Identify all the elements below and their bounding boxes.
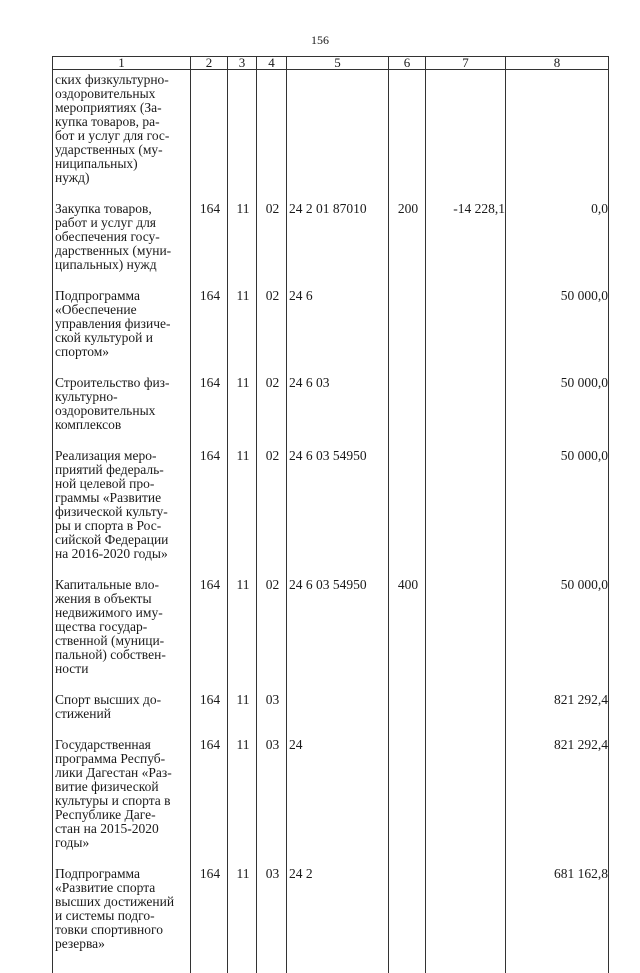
row-total-amount: 50 000,0	[506, 367, 609, 440]
row-total-amount: 681 162,8	[506, 858, 609, 973]
table-row	[53, 193, 609, 280]
row-target-article: 24 2	[287, 858, 389, 973]
row-target-article: 24 2 01 87010	[287, 193, 389, 280]
row-change-amount	[426, 367, 506, 440]
header-col-6: 6	[389, 57, 426, 70]
row-name: Подпрограмма «Развитие спорта высших достижений и системы подго- товки спортивного резерва»	[53, 858, 191, 973]
row-subsection: 02	[257, 367, 287, 440]
row-total-amount: 0,0	[506, 193, 609, 280]
row-target-article	[287, 70, 389, 194]
row-name: Подпрограмма «Обеспечение управления физиче- ской культурой и спортом»	[53, 280, 191, 367]
row-name: Капитальные вло- жения в объекты недвижимого иму- щества государ- ственной (муници- пальной) собствен- ности	[53, 569, 191, 684]
header-col-7: 7	[426, 57, 506, 70]
budget-table	[52, 56, 609, 973]
row-section: 11	[228, 729, 257, 858]
row-ministry-code: 164	[191, 280, 228, 367]
row-total-amount	[506, 70, 609, 194]
row-target-article: 24 6	[287, 280, 389, 367]
row-total-amount: 821 292,4	[506, 684, 609, 729]
row-ministry-code: 164	[191, 858, 228, 973]
row-change-amount	[426, 70, 506, 194]
row-section: 11	[228, 858, 257, 973]
row-change-amount	[426, 684, 506, 729]
row-change-amount	[426, 569, 506, 684]
row-target-article: 24 6 03 54950	[287, 569, 389, 684]
row-name: Государственная программа Респуб- лики Дагестан «Раз- витие физической культуры и спорта в Республике Даге- стан на 2015-2020 годы»	[53, 729, 191, 858]
row-expense-type	[389, 440, 426, 569]
row-expense-type	[389, 684, 426, 729]
header-col-5: 5	[287, 57, 389, 70]
table-row	[53, 569, 609, 684]
row-section: 11	[228, 684, 257, 729]
page-number: 156	[311, 33, 329, 47]
row-expense-type	[389, 858, 426, 973]
row-section: 11	[228, 367, 257, 440]
row-total-amount: 821 292,4	[506, 729, 609, 858]
table-row	[53, 858, 609, 973]
row-ministry-code: 164	[191, 729, 228, 858]
row-change-amount	[426, 440, 506, 569]
row-section: 11	[228, 440, 257, 569]
row-subsection: 02	[257, 280, 287, 367]
header-col-3: 3	[228, 57, 257, 70]
table-row	[53, 70, 609, 194]
row-name: Закупка товаров, работ и услуг для обеспечения госу- дарственных (муни- ципальных) нужд	[53, 193, 191, 280]
row-change-amount	[426, 858, 506, 973]
header-col-4: 4	[257, 57, 287, 70]
row-expense-type	[389, 367, 426, 440]
row-section: 11	[228, 280, 257, 367]
row-target-article: 24 6 03 54950	[287, 440, 389, 569]
row-expense-type	[389, 729, 426, 858]
row-target-article	[287, 684, 389, 729]
row-subsection: 02	[257, 193, 287, 280]
row-section: 11	[228, 193, 257, 280]
row-ministry-code: 164	[191, 367, 228, 440]
table-row	[53, 684, 609, 729]
row-subsection: 02	[257, 440, 287, 569]
row-section: 11	[228, 569, 257, 684]
row-subsection: 03	[257, 858, 287, 973]
row-expense-type	[389, 280, 426, 367]
header-col-2: 2	[191, 57, 228, 70]
row-total-amount: 50 000,0	[506, 440, 609, 569]
table-row	[53, 367, 609, 440]
row-subsection: 02	[257, 569, 287, 684]
row-name: Реализация меро- приятий федераль- ной целевой про- граммы «Развитие физической культу- ры и спорта в Рос- сийской Федерации на 2016-2020 годы»	[53, 440, 191, 569]
row-total-amount: 50 000,0	[506, 280, 609, 367]
header-row	[53, 57, 609, 70]
row-change-amount: -14 228,1	[426, 193, 506, 280]
table-row	[53, 280, 609, 367]
header-col-8: 8	[506, 57, 609, 70]
table-row	[53, 440, 609, 569]
row-ministry-code: 164	[191, 569, 228, 684]
row-expense-type: 200	[389, 193, 426, 280]
row-section	[228, 70, 257, 194]
row-ministry-code: 164	[191, 684, 228, 729]
row-subsection: 03	[257, 729, 287, 858]
row-expense-type: 400	[389, 569, 426, 684]
row-subsection: 03	[257, 684, 287, 729]
row-change-amount	[426, 729, 506, 858]
row-target-article: 24 6 03	[287, 367, 389, 440]
row-name: Спорт высших до- стижений	[53, 684, 191, 729]
row-ministry-code: 164	[191, 193, 228, 280]
row-subsection	[257, 70, 287, 194]
table-row	[53, 729, 609, 858]
row-name: Строительство физ- культурно- оздоровительных комплексов	[53, 367, 191, 440]
header-col-1: 1	[53, 57, 191, 70]
row-change-amount	[426, 280, 506, 367]
row-expense-type	[389, 70, 426, 194]
row-ministry-code: 164	[191, 440, 228, 569]
row-total-amount: 50 000,0	[506, 569, 609, 684]
row-ministry-code	[191, 70, 228, 194]
row-target-article: 24	[287, 729, 389, 858]
row-name: ских физкультурно- оздоровительных мероприятиях (За- купка товаров, ра- бот и услуг для гос- ударственных (му- ниципальных) нужд)	[53, 70, 191, 194]
